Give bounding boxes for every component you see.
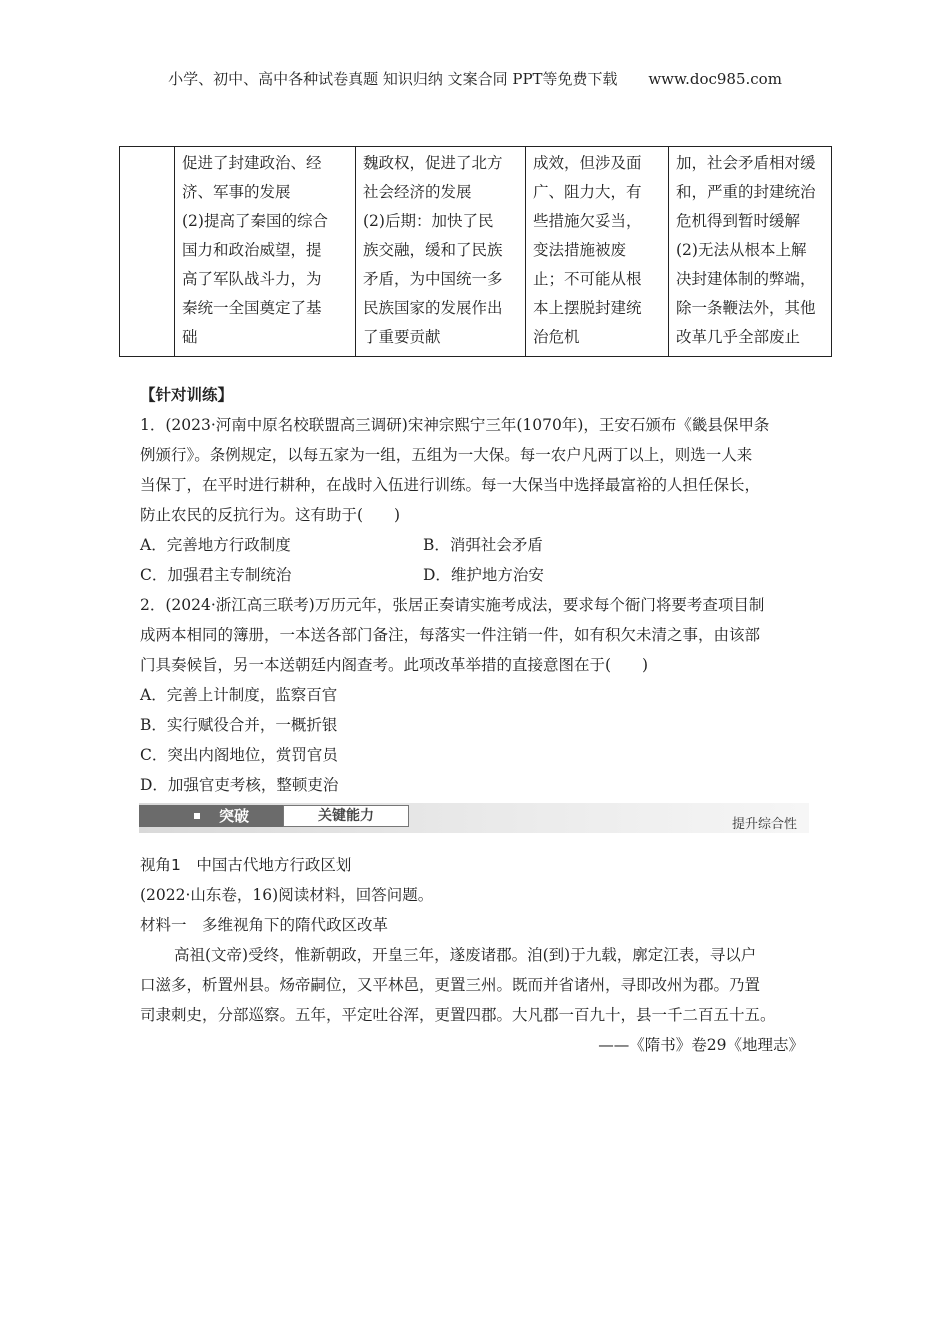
options-row [140,530,820,560]
table-cell-col1 [175,147,356,357]
table-cell-col4 [669,147,832,357]
option-a[interactable]: A．完善上计制度，监察百官 [140,686,338,704]
cell-line: 秦统一全国奠定了基 [182,299,322,317]
option-a[interactable]: A．完善地方行政制度 [140,536,291,554]
cell-line: 治危机 [533,328,580,346]
comparison-table [119,146,832,357]
options-row [140,560,820,590]
cell-line: 本上摆脱封建统 [533,299,642,317]
option-b[interactable]: B．消弭社会矛盾 [423,536,543,554]
question-2 [140,590,820,800]
cell-line: (2)提高了秦国的综合 [182,212,328,230]
cell-line: 了重要贡献 [363,328,441,346]
material-title: 材料一 多维视角下的隋代政区改革 [140,916,389,934]
table-cell-col2 [356,147,526,357]
table-cell-col3 [526,147,669,357]
section-banner [139,803,809,833]
cell-line: 广、阻力大，有 [533,183,642,201]
material-line: 高祖(文帝)受终，惟新朝政，开皇三年，遂废诸郡。洎(到)于九载，廓定江表，寻以户 [174,946,757,964]
cell-line: (2)后期：加快了民 [363,212,494,230]
cell-line: 除一条鞭法外，其他 [676,299,816,317]
banner-tab-breakthrough [139,805,283,827]
question-line: 门具奏候旨，另一本送朝廷内阁查考。此项改革举措的直接意图在于( ) [140,656,649,674]
option-d[interactable]: D．加强官吏考核，整顿吏治 [140,776,339,794]
cell-line: 民族国家的发展作出 [363,299,503,317]
material-citation: ——《隋书》卷29《地理志》 [598,1036,804,1054]
square-bullet-icon [194,813,200,819]
cell-line: 成效，但涉及面 [533,154,642,172]
banner-right-label: 提升综合性 [731,817,797,832]
table-cell-empty [120,147,175,357]
banner-tab-key-ability: 关键能力 [283,805,409,827]
cell-line: 高了军队战斗力，为 [182,270,322,288]
perspective-title: 视角1 中国古代地方行政区划 [140,856,352,874]
option-c[interactable]: C．突出内阁地位，赏罚官员 [140,746,338,764]
cell-line: 族交融，缓和了民族 [363,241,503,259]
cell-line: 些措施欠妥当， [533,212,642,230]
table-row [120,147,832,357]
cell-line: 止；不可能从根 [533,270,642,288]
question-1 [140,410,820,590]
cell-line: 加，社会矛盾相对缓 [676,154,816,172]
cell-line: 矛盾，为中国统一多 [363,270,503,288]
question-line: 1．(2023·河南中原名校联盟高三调研)宋神宗熙宁三年(1070年)，王安石颁布《畿县保甲条 [140,416,770,434]
cell-line: 社会经济的发展 [363,183,472,201]
practice-section [140,380,820,800]
cell-line: 和，严重的封建统治 [676,183,816,201]
page-header [0,68,950,89]
perspective-section [140,850,820,1060]
practice-title: 【针对训练】 [140,385,234,404]
cell-line: 改革几乎全部废止 [676,328,801,346]
cell-line: 变法措施被废 [533,241,627,259]
question-line: 成两本相同的簿册，一本送各部门备注，每落实一件注销一件，如有积欠未清之事，由该部 [140,626,761,644]
cell-line: 危机得到暂时缓解 [676,212,801,230]
cell-line: (2)无法从根本上解 [676,241,807,259]
banner-tab-label: 突破 [219,807,250,825]
option-c[interactable]: C．加强君主专制统治 [140,566,292,584]
question-line: 防止农民的反抗行为。这有助于( ) [140,506,401,524]
cell-line: 础 [182,328,198,346]
header-text: 小学、初中、高中各种试卷真题 知识归纳 文案合同 PPT等免费下载 [168,70,618,88]
cell-line: 魏政权，促进了北方 [363,154,503,172]
cell-line: 济、军事的发展 [182,183,291,201]
question-line: 当保丁，在平时进行耕种，在战时入伍进行训练。每一大保当中选择最富裕的人担任保长， [140,476,761,494]
question-line: 例颁行》。条例规定，以每五家为一组，五组为一大保。每一农户凡两丁以上，则选一人来 [140,446,753,464]
option-d[interactable]: D．维护地方治安 [423,566,544,584]
option-b[interactable]: B．实行赋役合并，一概折银 [140,716,338,734]
question-line: 2．(2024·浙江高三联考)万历元年，张居正奏请实施考成法，要求每个衙门将要考查项目制 [140,596,765,614]
cell-line: 促进了封建政治、经 [182,154,322,172]
cell-line: 国力和政治威望，提 [182,241,322,259]
material-line: 司隶刺史，分部巡察。五年，平定吐谷浑，更置四郡。大凡郡一百九十，县一千二百五十五。 [140,1006,776,1024]
header-site: www.doc985.com [648,70,782,88]
material-line: 口滋多，析置州县。炀帝嗣位，又平林邑，更置三州。既而并省诸州，寻即改州为郡。乃置 [140,976,761,994]
perspective-source: (2022·山东卷，16)阅读材料，回答问题。 [140,886,434,904]
cell-line: 决封建体制的弊端， [676,270,816,288]
